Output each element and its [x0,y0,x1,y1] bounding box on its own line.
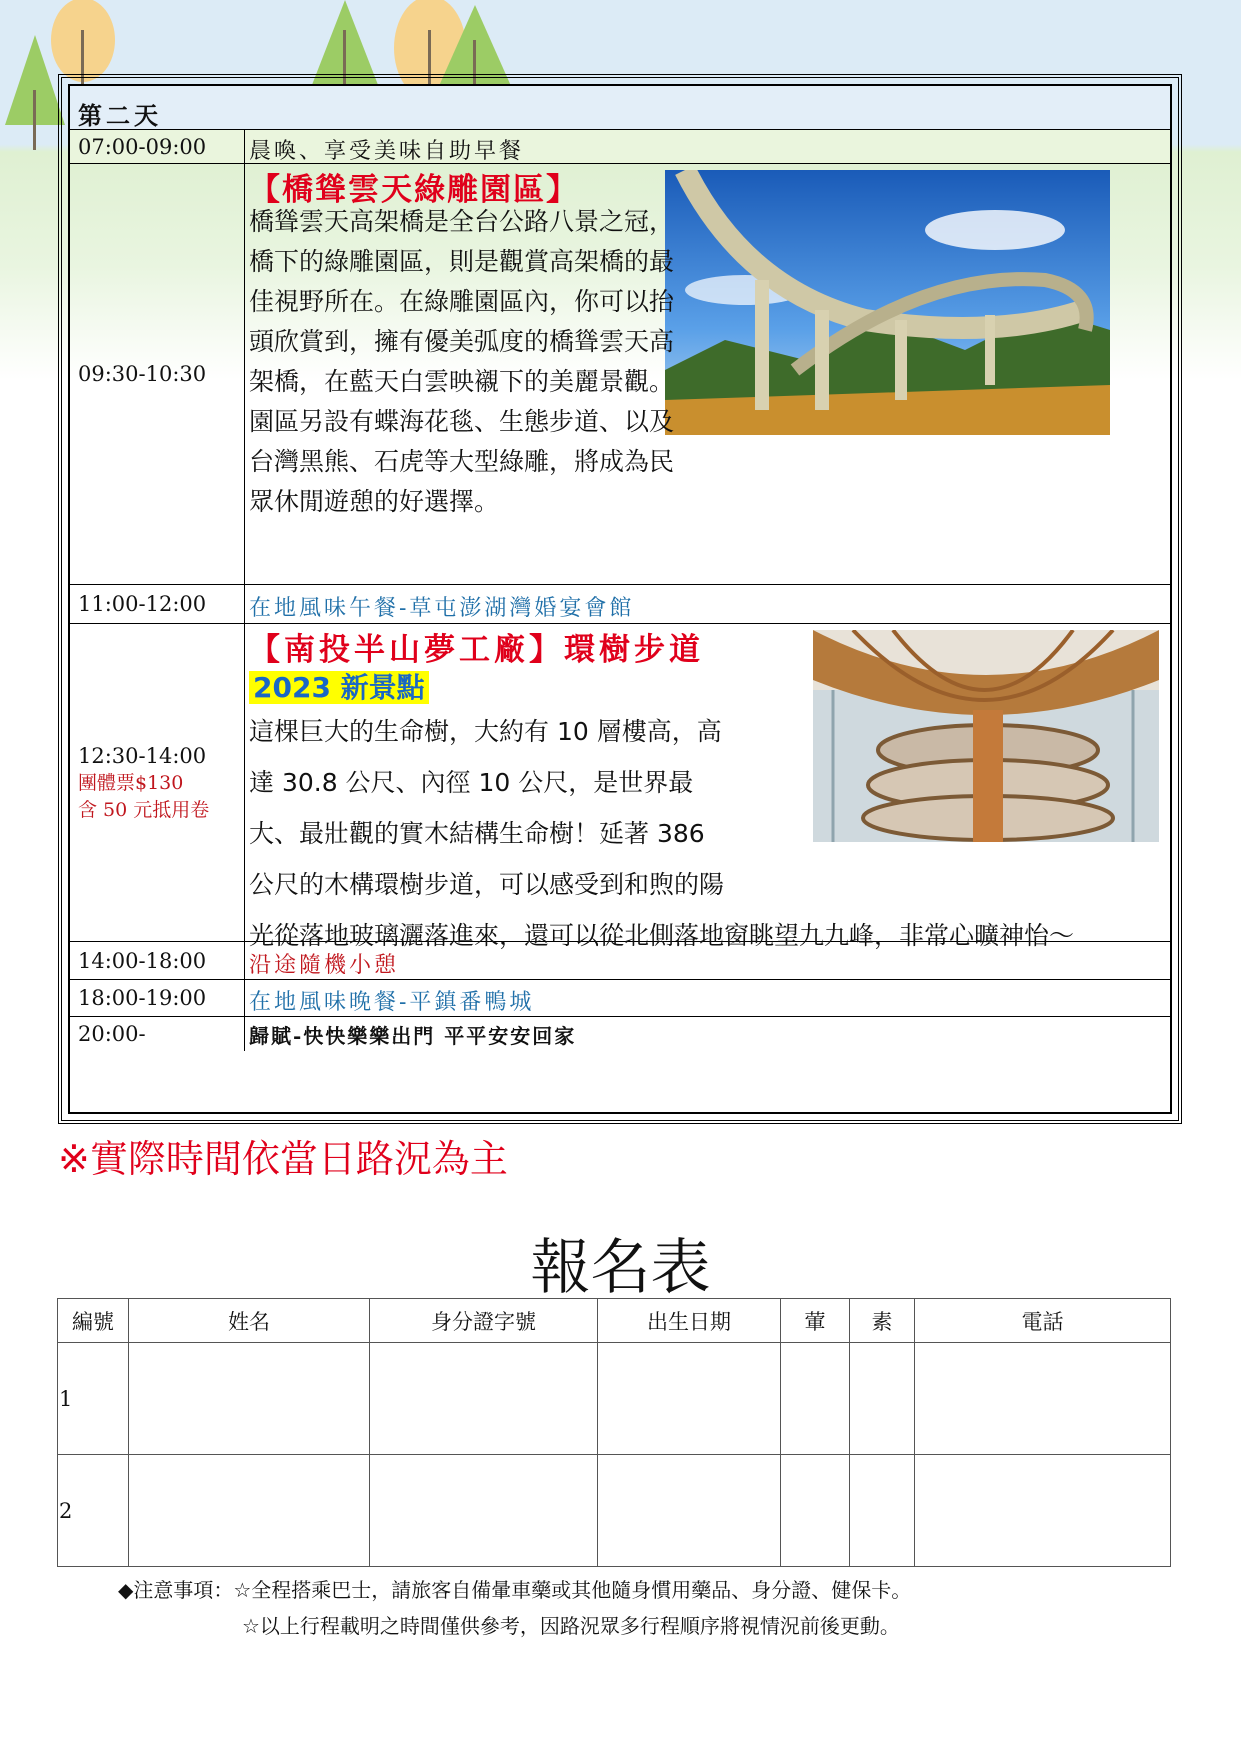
activity-cell: 歸賦-快快樂樂出門 平平安安回家 [249,1024,577,1048]
column-header: 電話 [915,1299,1171,1343]
table-header-row [58,1299,1171,1343]
day-header-row [70,86,1170,130]
table-row [70,130,1170,164]
column-header: 葷 [781,1299,850,1343]
phone-field[interactable] [915,1343,1171,1455]
meat-diet-field[interactable] [781,1455,850,1567]
day-title: 第二天 [78,101,162,130]
phone-field[interactable] [915,1455,1171,1567]
table-row [58,1343,1171,1455]
activity-cell [237,624,1170,950]
itinerary-table [58,74,1182,1124]
time-cell: 07:00-09:00 [70,130,245,163]
vegetarian-field[interactable] [850,1455,915,1567]
time-cell: 09:30-10:30 [70,164,245,584]
time-cell: 11:00-12:00 [70,585,245,623]
registration-table [57,1298,1171,1567]
attraction-title: 【南投半山夢工廠】環樹步道 [249,632,704,668]
birth-date-field[interactable] [598,1455,781,1567]
ticket-voucher: 含 50 元抵用卷 [78,798,210,821]
notice-line: ◆注意事項：☆全程搭乘巴士，請旅客自備暈車藥或其他隨身慣用藥品、身分證、健保卡。 [118,1578,912,1602]
notice-section [118,1572,911,1644]
name-field[interactable] [129,1455,370,1567]
form-title: 報名表 [530,1233,711,1303]
column-header: 姓名 [129,1299,370,1343]
time-cell: 14:00-18:00 [70,942,245,979]
column-header: 素 [850,1299,915,1343]
table-row [58,1455,1171,1567]
meat-diet-field[interactable] [781,1343,850,1455]
ticket-price: 團體票$130 [78,771,184,794]
time-cell: 18:00-19:00 [70,980,245,1016]
id-number-field[interactable] [370,1455,598,1567]
new-attraction-tag: 2023 新景點 [249,666,429,706]
vegetarian-field[interactable] [850,1343,915,1455]
activity-cell: 在地風味午餐-草屯澎湖灣婚宴會館 [249,596,635,621]
activity-cell: 在地風味晚餐-平鎮番鴨城 [249,990,535,1015]
row-number: 1 [58,1343,129,1455]
table-row [70,980,1170,1017]
time-label: 12:30-14:00 [78,743,207,768]
birth-date-field[interactable] [598,1343,781,1455]
table-row [70,585,1170,624]
table-row [70,624,1170,950]
activity-cell [237,164,1170,584]
column-header: 身分證字號 [370,1299,598,1343]
row-number: 2 [58,1455,129,1567]
table-row [70,164,1170,585]
id-number-field[interactable] [370,1343,598,1455]
activity-cell: 沿途隨機小憩 [249,953,400,978]
column-header: 編號 [58,1299,129,1343]
time-disclaimer: ※實際時間依當日路況為主 [58,1137,508,1181]
column-header: 出生日期 [598,1299,781,1343]
name-field[interactable] [129,1343,370,1455]
activity-cell: 晨喚、享受美味自助早餐 [249,139,525,164]
time-cell: 20:00- [70,1017,245,1051]
attraction-title: 【橋聳雲天綠雕園區】 [249,172,579,208]
table-row [70,942,1170,980]
time-cell [70,624,245,941]
attraction-description: 橋聳雲天高架橋是全台公路八景之冠，橋下的綠雕園區，則是觀賞高架橋的最佳視野所在。在綠雕園區內，你可以抬頭欣賞到，擁有優美弧度的橋聳雲天高架橋，在藍天白雲映襯下的美麗景觀。園區另設有蝶海花毯、生態步道、以及台灣黑熊、石虎等大型綠雕，將成為民眾休閒遊憩的好選擇。 [249,207,675,516]
table-row [70,1017,1170,1051]
attraction-description: 這棵巨大的生命樹，大約有 10 層樓高，高達 30.8 公尺、內徑 10 公尺，是世界最大、最壯觀的實木結構生命樹！延著 386 公尺的木構環樹步道，可以感受到和煦的陽光從落地玻璃灑落進來，還可以從北側落地窗眺望九九峰，非常心曠神怡～ [249,717,1075,950]
notice-line: ☆以上行程載明之時間僅供參考，因路況眾多行程順序將視情況前後更動。 [242,1614,900,1638]
